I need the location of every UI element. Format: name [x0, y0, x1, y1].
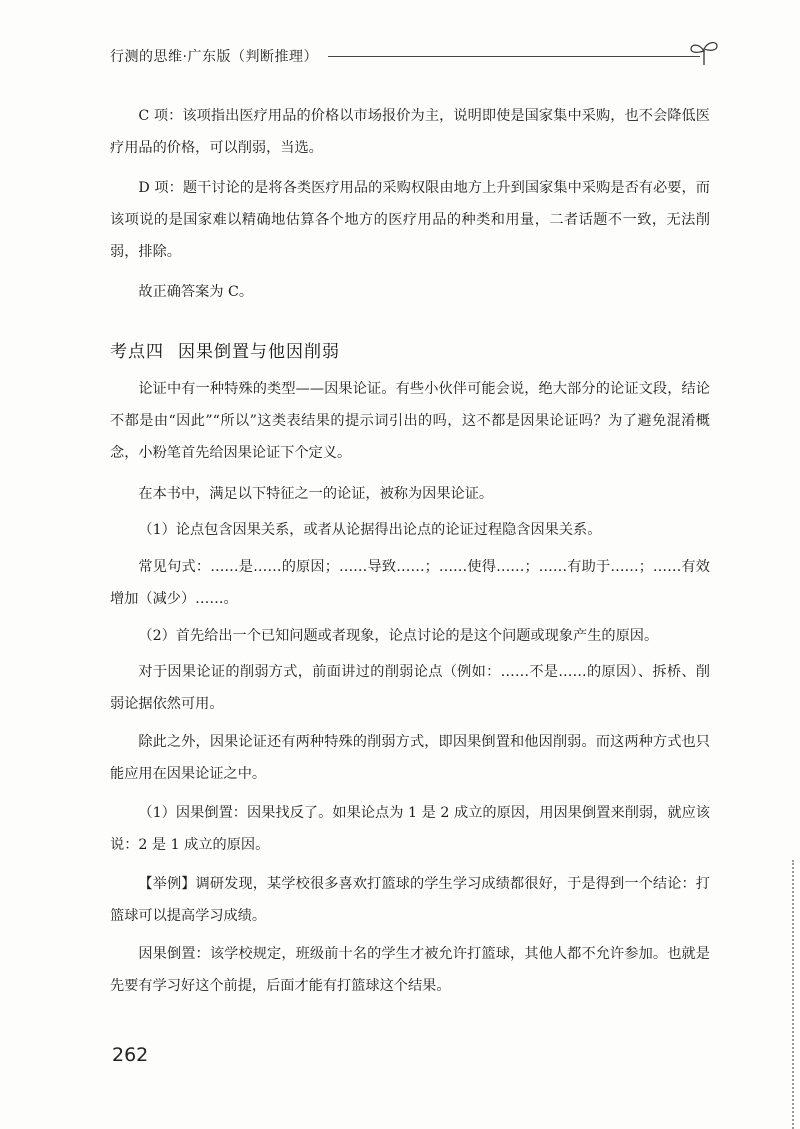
paragraph-explain: 因果倒置：该学校规定，班级前十名的学生才被允许打篮球，其他人都不允许参加。也就是先要有学习好这个前提，后面才能有打篮球这个结果。	[110, 946, 710, 994]
paragraph-example: 【举例】调研发现，某学校很多喜欢打篮球的学生学习成绩都很好，于是得到一个结论：打篮球可以提高学习成绩。	[110, 876, 710, 924]
paragraph-c-item: C 项：该项指出医疗用品的价格以市场报价为主，说明即使是国家集中采购，也不会降低医疗用品的价格，可以削弱，当选。	[110, 108, 710, 156]
section-heading	[110, 337, 340, 362]
paragraph-d-item: D 项：题干讨论的是将各类医疗用品的采购权限由地方上升到国家集中采购是否有必要，而该项说的是国家难以精确地估算各个地方的医疗用品的种类和用量，二者话题不一致，无法削弱，排除。	[110, 180, 710, 260]
section-title: 因果倒置与他因削弱	[178, 342, 340, 362]
header-rule	[328, 56, 700, 57]
header-title: 行测的思维·广东版（判断推理）	[110, 49, 318, 65]
paragraph-definition: 在本书中，满足以下特征之一的论证，被称为因果论证。	[138, 486, 494, 502]
paragraph-special: 除此之外，因果论证还有两种特殊的削弱方式，即因果倒置和他因削弱。而这两种方式也只能应用在因果论证之中。	[110, 734, 710, 782]
paragraph-feature-1: （1）论点包含因果关系，或者从论据得出论点的论证过程隐含因果关系。	[138, 522, 602, 538]
sprout-icon	[688, 40, 720, 66]
paragraph-reverse: （1）因果倒置：因果找反了。如果论点为 1 是 2 成立的原因，用因果倒置来削弱，就应该说：2 是 1 成立的原因。	[110, 805, 710, 853]
running-header	[110, 40, 720, 80]
scan-edge	[792, 860, 797, 1129]
paragraph-intro: 论证中有一种特殊的类型——因果论证。有些小伙伴可能会说，绝大部分的论证文段，结论不都是由“因此”“所以”这类表结果的提示词引出的吗，这不都是因果论证吗？为了避免混淆概念，小粉笔首先给因果论证下个定义。	[110, 381, 710, 461]
paragraph-methods: 对于因果论证的削弱方式，前面讲过的削弱论点（例如：……不是……的原因）、拆桥、削弱论据依然可用。	[110, 664, 710, 712]
section-number: 考点四	[110, 342, 164, 362]
paragraph-feature-2: （2）首先给出一个已知问题或者现象，论点讨论的是这个问题或现象产生的原因。	[138, 628, 659, 644]
paragraph-answer: 故正确答案为 C。	[138, 284, 254, 300]
paragraph-patterns: 常见句式：……是……的原因；……导致……；……使得……；……有助于……；……有效增加（减少）……。	[110, 559, 710, 607]
page-number: 262	[112, 1044, 149, 1066]
